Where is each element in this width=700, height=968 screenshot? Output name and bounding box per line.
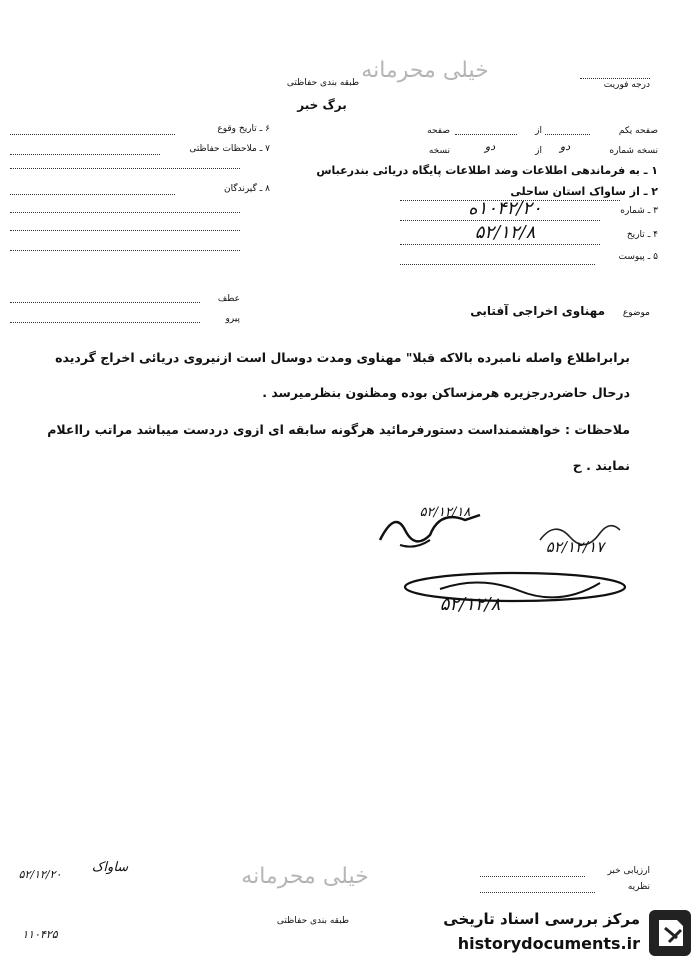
footer-hand-number: ۱۱۰۴۲۵ xyxy=(22,928,58,941)
subject-value: مهناوی اخراجی آفتابی xyxy=(470,304,605,318)
copy-word: نسخه xyxy=(428,146,450,156)
from-field: ۲ ـ از ساواک استان ساحلی xyxy=(510,185,658,198)
subject-label: موضوع xyxy=(622,308,650,318)
occurrence-line xyxy=(10,134,175,135)
date-line xyxy=(400,244,600,245)
classification-label-top: طبقه بندی حفاظتی xyxy=(286,78,360,88)
protective-line xyxy=(10,154,160,155)
number-line xyxy=(400,220,600,221)
priority-line xyxy=(580,78,650,79)
copy-total: دو xyxy=(484,140,496,153)
footer-hand-date: ۵۲/۱۲/۲۰ xyxy=(18,868,62,881)
classification-label-bottom: طبقه بندی حفاظتی xyxy=(276,916,350,926)
footer-hand-note: ساواک xyxy=(91,860,129,875)
page-line2 xyxy=(455,134,517,135)
secret-stamp-top: خیلی محرمانه xyxy=(361,58,489,83)
page-from: از xyxy=(535,126,542,136)
ref-label: عطف xyxy=(217,294,240,304)
page-line xyxy=(545,134,590,135)
attachment-label: ۵ ـ پیوست xyxy=(618,252,658,262)
signature-2-date: ۵۲/۱۲/۱۷ xyxy=(545,538,605,556)
to-field: ۱ ـ به فرماندهی اطلاعات وضد اطلاعات پایگاه دریائی بندرعباس xyxy=(316,164,658,177)
body-line-3: ملاحظات : خواهشمنداست دستورفرمائید هرگونه سابقه ای ازوی دردست میباشد مراتب رااعلام xyxy=(47,422,630,437)
copy-value: دو xyxy=(559,140,571,153)
ref-line2 xyxy=(10,322,200,323)
watermark-text: مرکز بررسی اسناد تاریخی xyxy=(443,910,640,928)
number-value: ۱۰۴۲/۲۰ه xyxy=(468,198,542,219)
ref-line xyxy=(10,302,200,303)
page-label: صفحه یکم xyxy=(618,126,658,136)
ref-label2: پیرو xyxy=(225,314,240,324)
form-title: برگ خبر xyxy=(297,98,347,112)
body-line-4: نمایند . ح xyxy=(572,458,630,473)
blank-line-1 xyxy=(10,168,240,169)
body-line-1: برابراطلاع واصله نامبرده بالاکه قبلا" مهناوی ومدت دوسال است ازنیروی دریائی اخراج گردیده xyxy=(55,350,630,365)
watermark-url: historydocuments.ir xyxy=(457,934,640,953)
recipients-label: ۸ ـ گیرندگان xyxy=(223,184,270,194)
secret-stamp-bottom: خیلی محرمانه xyxy=(241,864,369,889)
evaluation-label: ارزیابی خبر xyxy=(607,866,650,876)
document-logo-icon xyxy=(647,908,693,958)
opinion-line xyxy=(480,892,595,893)
date-label: ۴ ـ تاریخ xyxy=(626,230,658,240)
priority-label: درجه فوریت xyxy=(603,80,650,90)
date-value: ۵۲/۱۲/۸ xyxy=(474,222,536,243)
watermark xyxy=(400,906,695,962)
blank-line-4 xyxy=(10,250,240,251)
number-label: ۳ ـ شماره xyxy=(620,206,658,216)
copy-from: از xyxy=(535,146,542,156)
evaluation-line xyxy=(480,876,585,877)
opinion-label: نظریه xyxy=(627,882,650,892)
recipients-line xyxy=(10,194,175,195)
body-line-2: درحال حاضردرجزیره هرمزساکن بوده ومظنون بنظرمیرسد . xyxy=(262,385,630,400)
copy-label: نسخه شماره xyxy=(609,146,658,156)
blank-line-3 xyxy=(10,230,240,231)
protective-notes-label: ۷ ـ ملاحظات حفاظتی xyxy=(189,144,270,154)
page-word: صفحه xyxy=(427,126,450,136)
occurrence-date-label: ۶ ـ تاریخ وقوع xyxy=(217,124,270,134)
blank-line-2 xyxy=(10,212,240,213)
signature-3-date: ۵۲/۱۲/۸ xyxy=(439,594,501,615)
attachment-line xyxy=(400,264,595,265)
signature-1-date: ۵۲/۱۲/۱۸ xyxy=(419,505,471,520)
